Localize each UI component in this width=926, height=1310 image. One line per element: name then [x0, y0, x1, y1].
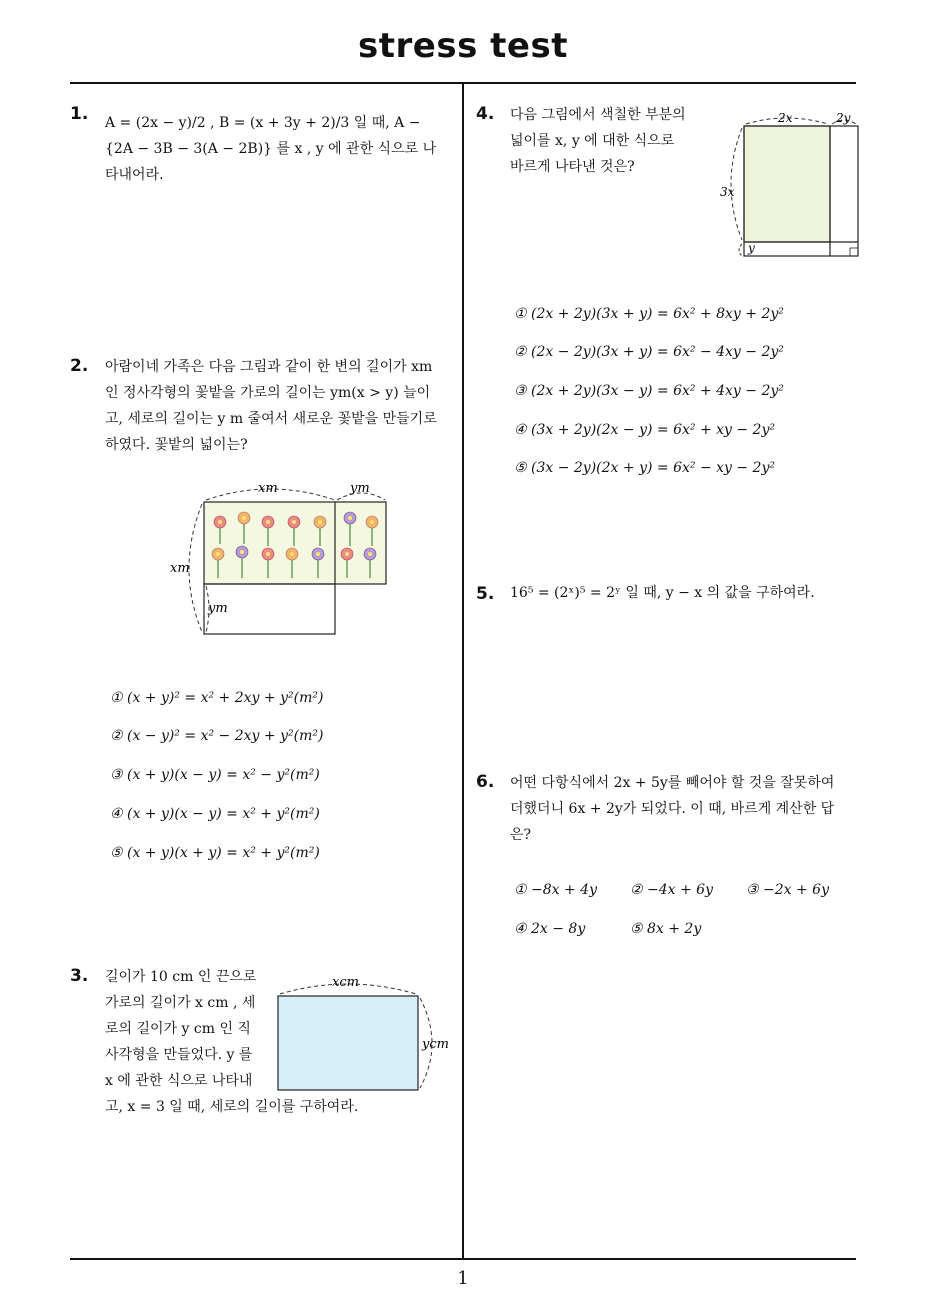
- q3-line: 가로의 길이가 x cm , 세: [105, 995, 256, 1011]
- q2-option-5[interactable]: ⑤ (x + y)(x + y) = x² + y²(m²): [110, 845, 320, 861]
- label-y: y: [748, 241, 755, 255]
- left-dimension-arc: [731, 128, 742, 240]
- label-left-xm: xm: [170, 561, 190, 576]
- label-2y: 2y: [836, 111, 851, 125]
- question-4-text: [510, 102, 710, 180]
- label-inner-ym: ym: [208, 601, 228, 616]
- label-3x: 3x: [720, 185, 735, 199]
- question-4-number: 4.: [476, 104, 495, 124]
- page-number: 1: [457, 1268, 469, 1289]
- q6-line: 은?: [510, 827, 532, 843]
- q4-option-5[interactable]: ⑤ (3x − 2y)(2x + y) = 6x² − xy − 2y²: [514, 460, 775, 476]
- q6-option-2[interactable]: ② −4x + 6y: [630, 882, 713, 898]
- question-2-text: [105, 354, 457, 458]
- question-1-text: [105, 110, 455, 188]
- label-top-xm: xm: [258, 481, 278, 496]
- q6-option-3[interactable]: ③ −2x + 6y: [746, 882, 829, 898]
- q2-line: 인 정사각형의 꽃밭을 가로의 길이는 ym(x > y) 늘이: [105, 385, 431, 401]
- question-2-number: 2.: [70, 356, 89, 376]
- q2-line: 아람이네 가족은 다음 그림과 같이 한 변의 길이가 xm: [105, 359, 433, 375]
- small-dimension-arc: [739, 244, 742, 256]
- right-angle-mark: [850, 248, 858, 256]
- label-xcm: xcm: [332, 975, 359, 990]
- label-top-ym: ym: [350, 481, 370, 496]
- label-ycm: ycm: [422, 1037, 449, 1052]
- q2-option-2[interactable]: ② (x − y)² = x² − 2xy + y²(m²): [110, 728, 324, 744]
- left-dimension-arc: [189, 504, 202, 632]
- q2-option-3[interactable]: ③ (x + y)(x − y) = x² − y²(m²): [110, 767, 320, 783]
- rectangle-shape: [278, 996, 418, 1090]
- q4-line: 넓이를 x, y 에 대한 식으로: [510, 133, 675, 149]
- garden-area: [204, 502, 386, 584]
- q1-line: A = (2x − y)/2 , B = (x + 3y + 2)/3 일 때, A −: [105, 115, 421, 131]
- q2-line: 하였다. 꽃밭의 넓이는?: [105, 437, 248, 453]
- question-5-text: 16⁵ = (2ˣ)⁵ = 2ʸ 일 때, y − x 의 값을 구하여라.: [510, 585, 815, 601]
- q3-line: x 에 관한 식으로 나타내: [105, 1073, 253, 1089]
- q2-line: 고, 세로의 길이는 y m 줄여서 새로운 꽃밭을 만들기로: [105, 411, 437, 427]
- q3-line: 길이가 10 cm 인 끈으로: [105, 969, 257, 985]
- q3-line: 고, x = 3 일 때, 세로의 길이를 구하여라.: [105, 1099, 359, 1115]
- q4-line: 바르게 나타낸 것은?: [510, 159, 635, 175]
- q2-option-1[interactable]: ① (x + y)² = x² + 2xy + y²(m²): [110, 690, 324, 706]
- q4-option-4[interactable]: ④ (3x + 2y)(2x − y) = 6x² + xy − 2y²: [514, 422, 775, 438]
- q4-option-3[interactable]: ③ (2x + 2y)(3x − y) = 6x² + 4xy − 2y²: [514, 383, 784, 399]
- footer-rule: [70, 1258, 856, 1260]
- q1-line: 타내어라.: [105, 167, 164, 183]
- q1-line: {2A − 3B − 3(A − 2B)} 를 x , y 에 관한 식으로 나: [105, 141, 437, 157]
- shaded-rectangle-figure: [716, 104, 866, 260]
- question-3-number: 3.: [70, 966, 89, 986]
- q6-option-5[interactable]: ⑤ 8x + 2y: [630, 921, 702, 937]
- q6-line: 어떤 다항식에서 2x + 5y를 빼어야 할 것을 잘못하여: [510, 775, 835, 791]
- q3-line: 로의 길이가 y cm 인 직: [105, 1021, 251, 1037]
- q4-option-1[interactable]: ① (2x + 2y)(3x + y) = 6x² + 8xy + 2y²: [514, 306, 784, 322]
- shaded-area: [744, 126, 830, 242]
- flower-garden-figure: [160, 474, 400, 644]
- q6-option-1[interactable]: ① −8x + 4y: [514, 882, 597, 898]
- q6-option-4[interactable]: ④ 2x − 8y: [514, 921, 586, 937]
- question-5-number: 5.: [476, 584, 495, 604]
- label-2x: 2x: [778, 111, 793, 125]
- rectangle-figure: [272, 968, 462, 1098]
- page-title: stress test: [358, 26, 568, 66]
- question-6-text: [510, 770, 860, 848]
- question-1-number: 1.: [70, 104, 89, 124]
- q4-line: 다음 그림에서 색칠한 부분의: [510, 107, 686, 123]
- q3-line: 사각형을 만들었다. y 를: [105, 1047, 253, 1063]
- question-6-number: 6.: [476, 772, 495, 792]
- q6-line: 더했더니 6x + 2y가 되었다. 이 때, 바르게 계산한 답: [510, 801, 835, 817]
- q2-option-4[interactable]: ④ (x + y)(x − y) = x² + y²(m²): [110, 806, 320, 822]
- q4-option-2[interactable]: ② (2x − 2y)(3x + y) = 6x² − 4xy − 2y²: [514, 344, 784, 360]
